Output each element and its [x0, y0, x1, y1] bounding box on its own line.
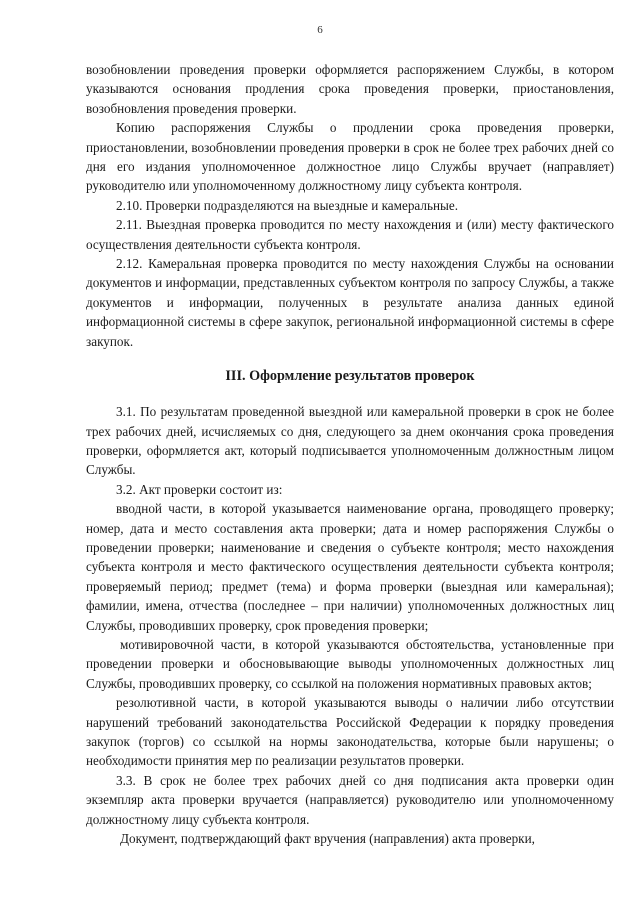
paragraph-operative-part: резолютивной части, в которой указываются выводы о наличии либо отсутствии нарушений требований законодательства Российской Федерации к порядку проведения закупок (торгов) со ссылкой на нормы законодательства, которые были нарушены; о необходимости принятия мер по реализации результатов проверки.	[86, 695, 614, 769]
paragraph-continuation: возобновлении проведения проверки оформляется распоряжением Службы, в котором указываются основания продления срока проведения проверки, приостановления, возобновления проведения проверки.	[86, 62, 614, 116]
paragraph-3-1: 3.1. По результатам проведенной выездной или камеральной проверки в срок не более трех рабочих дней, исчисляемых со дня, следующего за днем окончания срока проведения проверки, оформляется акт, который подписывается уполномоченным должностным лицом Службы.	[86, 404, 614, 478]
paragraph-introductory-part: вводной части, в которой указывается наименование органа, проводящего проверку; номер, дата и место составления акта проверки; дата и номер распоряжения Службы о проведении проверки; наименование и сведения о субъекте контроля; место нахождения субъекта контроля и место фактического осуществления деятельности субъекта контроля; проверяемый период; предмет (тема) и форма проверки (выездная или камеральная); фамилии, имена, отчества (последнее – при наличии) уполномоченных должностных лиц Службы, проводивших проверку, срок проведения проверки;	[86, 501, 614, 633]
paragraph-delivery-document: Документ, подтверждающий факт вручения (направления) акта проверки,	[120, 831, 535, 847]
paragraph-copy-order: Копию распоряжения Службы о продлении срока проведения проверки, приостановлении, возобновлении проведения проверки в срок не более трех рабочих дней со дня его издания уполномоченное должностное лицо Службы вручает (направляет) руководителю или уполномоченному должностному лицу субъекта контроля.	[86, 120, 614, 194]
page-number: 6	[317, 24, 323, 36]
paragraph-3-3: 3.3. В срок не более трех рабочих дней со дня подписания акта проверки один экземпляр акта проверки вручается (направляется) руководителю или уполномоченному должностному лицу субъекта контроля.	[86, 772, 614, 827]
paragraph-reasoning-part: мотивировочной части, в которой указываются обстоятельства, установленные при проведении проверки и обосновывающие выводы уполномоченных должностных лиц Службы, проводивших проверку, со ссылкой на положения нормативных правовых актов;	[86, 636, 614, 691]
section-heading: III. Оформление результатов проверок	[225, 368, 475, 385]
paragraph-2-10: 2.10. Проверки подразделяются на выездные и камеральные.	[116, 197, 459, 213]
paragraph-2-11: 2.11. Выездная проверка проводится по месту нахождения и (или) месту фактического осуществления деятельности субъекта контроля.	[86, 217, 614, 252]
paragraph-3-2: 3.2. Акт проверки состоит из:	[116, 481, 283, 497]
paragraph-2-12: 2.12. Камеральная проверка проводится по месту нахождения Службы на основании документов и информации, представленных субъектом контроля по запросу Службы, а также документов и информации, полученных в результате анализа данных единой информационной системы в сфере закупок, региональной информационной системы в сфере закупок.	[86, 256, 614, 349]
document-body	[86, 60, 614, 848]
